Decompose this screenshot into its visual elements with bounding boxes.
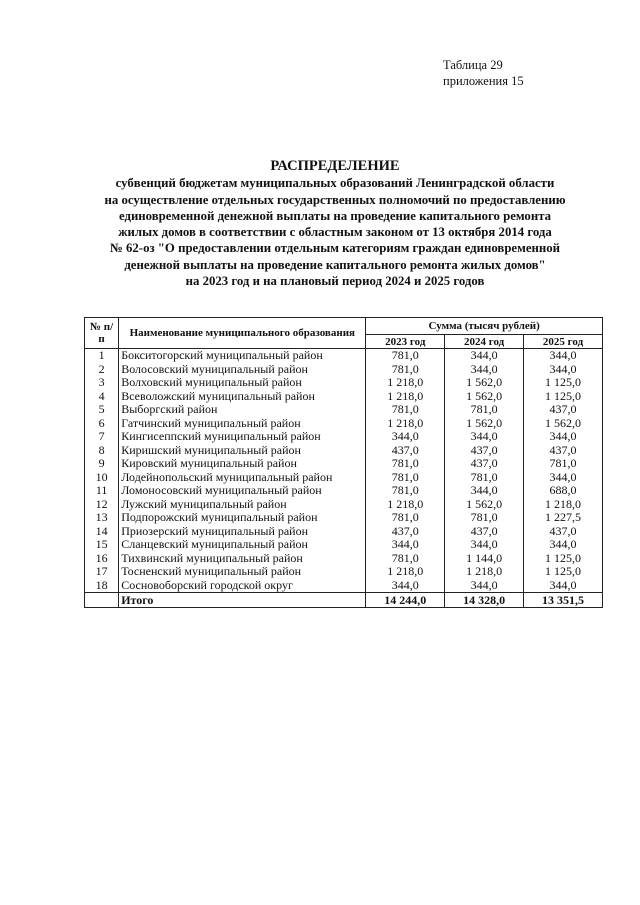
value-2025: 1 125,0 [524, 565, 603, 579]
table-number: Таблица 29 [443, 58, 503, 72]
table-row [85, 390, 603, 404]
table-row [85, 417, 603, 431]
row-number: 12 [85, 498, 119, 512]
value-2025: 344,0 [524, 471, 603, 485]
value-2024: 781,0 [445, 471, 524, 485]
value-2023: 437,0 [366, 525, 445, 539]
value-2024: 344,0 [445, 430, 524, 444]
value-2023: 1 218,0 [366, 376, 445, 390]
value-2023: 344,0 [366, 579, 445, 593]
municipality-name: Киришский муниципальный район [119, 444, 366, 458]
table-row [85, 498, 603, 512]
header-year-2024: 2024 год [445, 335, 524, 349]
table-row [85, 349, 603, 363]
document-title: РАСПРЕДЕЛЕНИЕ [270, 158, 400, 174]
value-2024: 437,0 [445, 457, 524, 471]
row-number: 3 [85, 376, 119, 390]
value-2025: 688,0 [524, 484, 603, 498]
value-2025: 1 125,0 [524, 552, 603, 566]
heading-line: на осуществление отдельных государственных полномочий по предоставлению [104, 192, 566, 207]
value-2023: 1 218,0 [366, 498, 445, 512]
heading-line: субвенций бюджетам муниципальных образований Ленинградской области [115, 176, 555, 191]
total-num-cell [85, 593, 119, 608]
municipality-name: Лужский муниципальный район [119, 498, 366, 512]
header-year-2025: 2025 год [524, 335, 603, 349]
value-2025: 1 227,5 [524, 511, 603, 525]
value-2024: 344,0 [445, 538, 524, 552]
value-2024: 1 562,0 [445, 417, 524, 431]
value-2025: 1 218,0 [524, 498, 603, 512]
municipality-name: Ломоносовский муниципальный район [119, 484, 366, 498]
heading-line: № 62-оз "О предоставлении отдельным категориям граждан единовременной [109, 241, 561, 256]
appendix-number: приложения 15 [443, 74, 524, 88]
table-row [85, 444, 603, 458]
row-number: 2 [85, 363, 119, 377]
table-row [85, 552, 603, 566]
municipality-name: Гатчинский муниципальный район [119, 417, 366, 431]
municipality-name: Лодейнопольский муниципальный район [119, 471, 366, 485]
municipality-name: Кировский муниципальный район [119, 457, 366, 471]
value-2023: 781,0 [366, 471, 445, 485]
value-2024: 437,0 [445, 444, 524, 458]
table-reference [443, 57, 524, 89]
value-2023: 781,0 [366, 349, 445, 363]
header-sum: Сумма (тысяч рублей) [366, 318, 603, 335]
value-2024: 1 562,0 [445, 390, 524, 404]
value-2025: 344,0 [524, 538, 603, 552]
value-2023: 781,0 [366, 552, 445, 566]
value-2024: 344,0 [445, 579, 524, 593]
municipality-name: Волховский муниципальный район [119, 376, 366, 390]
table-row [85, 376, 603, 390]
value-2023: 344,0 [366, 538, 445, 552]
row-number: 11 [85, 484, 119, 498]
municipality-name: Кингисеппский муниципальный район [119, 430, 366, 444]
value-2025: 1 125,0 [524, 390, 603, 404]
table-row [85, 471, 603, 485]
value-2024: 344,0 [445, 349, 524, 363]
value-2025: 437,0 [524, 403, 603, 417]
table-row [85, 363, 603, 377]
value-2023: 344,0 [366, 430, 445, 444]
row-number: 15 [85, 538, 119, 552]
value-2025: 344,0 [524, 430, 603, 444]
municipality-name: Сланцевский муниципальный район [119, 538, 366, 552]
row-number: 9 [85, 457, 119, 471]
value-2023: 1 218,0 [366, 565, 445, 579]
total-2025: 13 351,5 [524, 593, 603, 608]
total-2023: 14 244,0 [366, 593, 445, 608]
row-number: 7 [85, 430, 119, 444]
value-2023: 1 218,0 [366, 390, 445, 404]
value-2024: 1 144,0 [445, 552, 524, 566]
value-2024: 1 562,0 [445, 498, 524, 512]
row-number: 18 [85, 579, 119, 593]
total-label: Итого [119, 593, 366, 608]
value-2025: 344,0 [524, 363, 603, 377]
municipality-name: Сосновоборский городской округ [119, 579, 366, 593]
table-row [85, 579, 603, 593]
value-2024: 781,0 [445, 403, 524, 417]
value-2025: 344,0 [524, 579, 603, 593]
value-2024: 1 562,0 [445, 376, 524, 390]
row-number: 10 [85, 471, 119, 485]
municipality-name: Подпорожский муниципальный район [119, 511, 366, 525]
heading-line: единовременной денежной выплаты на проведение капитального ремонта [118, 208, 552, 223]
value-2024: 344,0 [445, 363, 524, 377]
value-2023: 781,0 [366, 511, 445, 525]
value-2025: 437,0 [524, 525, 603, 539]
row-number: 8 [85, 444, 119, 458]
total-2024: 14 328,0 [445, 593, 524, 608]
table-row [85, 538, 603, 552]
municipality-name: Волосовский муниципальный район [119, 363, 366, 377]
value-2025: 437,0 [524, 444, 603, 458]
heading-line: денежной выплаты на проведение капитального ремонта жилых домов" [124, 257, 546, 272]
table-body [85, 349, 603, 608]
table-row [85, 565, 603, 579]
row-number: 4 [85, 390, 119, 404]
table-row [85, 511, 603, 525]
row-number: 16 [85, 552, 119, 566]
header-year-2023: 2023 год [366, 335, 445, 349]
value-2024: 437,0 [445, 525, 524, 539]
header-name: Наименование муниципального образования [119, 318, 366, 349]
municipality-name: Бокситогорский муниципальный район [119, 349, 366, 363]
subvention-table [84, 317, 603, 608]
value-2024: 781,0 [445, 511, 524, 525]
row-number: 17 [85, 565, 119, 579]
value-2023: 781,0 [366, 363, 445, 377]
header-num: № п/п [85, 318, 119, 349]
document-heading [70, 158, 600, 289]
value-2025: 781,0 [524, 457, 603, 471]
value-2023: 781,0 [366, 457, 445, 471]
value-2025: 1 562,0 [524, 417, 603, 431]
municipality-name: Приозерский муниципальный район [119, 525, 366, 539]
row-number: 13 [85, 511, 119, 525]
municipality-name: Тихвинский муниципальный район [119, 552, 366, 566]
value-2025: 1 125,0 [524, 376, 603, 390]
municipality-name: Всеволожский муниципальный район [119, 390, 366, 404]
value-2024: 344,0 [445, 484, 524, 498]
value-2025: 344,0 [524, 349, 603, 363]
value-2024: 1 218,0 [445, 565, 524, 579]
row-number: 1 [85, 349, 119, 363]
table-row [85, 457, 603, 471]
total-row [85, 593, 603, 608]
table-row [85, 403, 603, 417]
table-row [85, 525, 603, 539]
row-number: 14 [85, 525, 119, 539]
municipality-name: Выборгский район [119, 403, 366, 417]
table-row [85, 430, 603, 444]
row-number: 6 [85, 417, 119, 431]
value-2023: 437,0 [366, 444, 445, 458]
heading-line: жилых домов в соответствии с областным законом от 13 октября 2014 года [118, 225, 552, 240]
municipality-name: Тосненский муниципальный район [119, 565, 366, 579]
heading-line: на 2023 год и на плановый период 2024 и 2025 годов [185, 274, 485, 289]
row-number: 5 [85, 403, 119, 417]
value-2023: 1 218,0 [366, 417, 445, 431]
value-2023: 781,0 [366, 484, 445, 498]
value-2023: 781,0 [366, 403, 445, 417]
table-row [85, 484, 603, 498]
